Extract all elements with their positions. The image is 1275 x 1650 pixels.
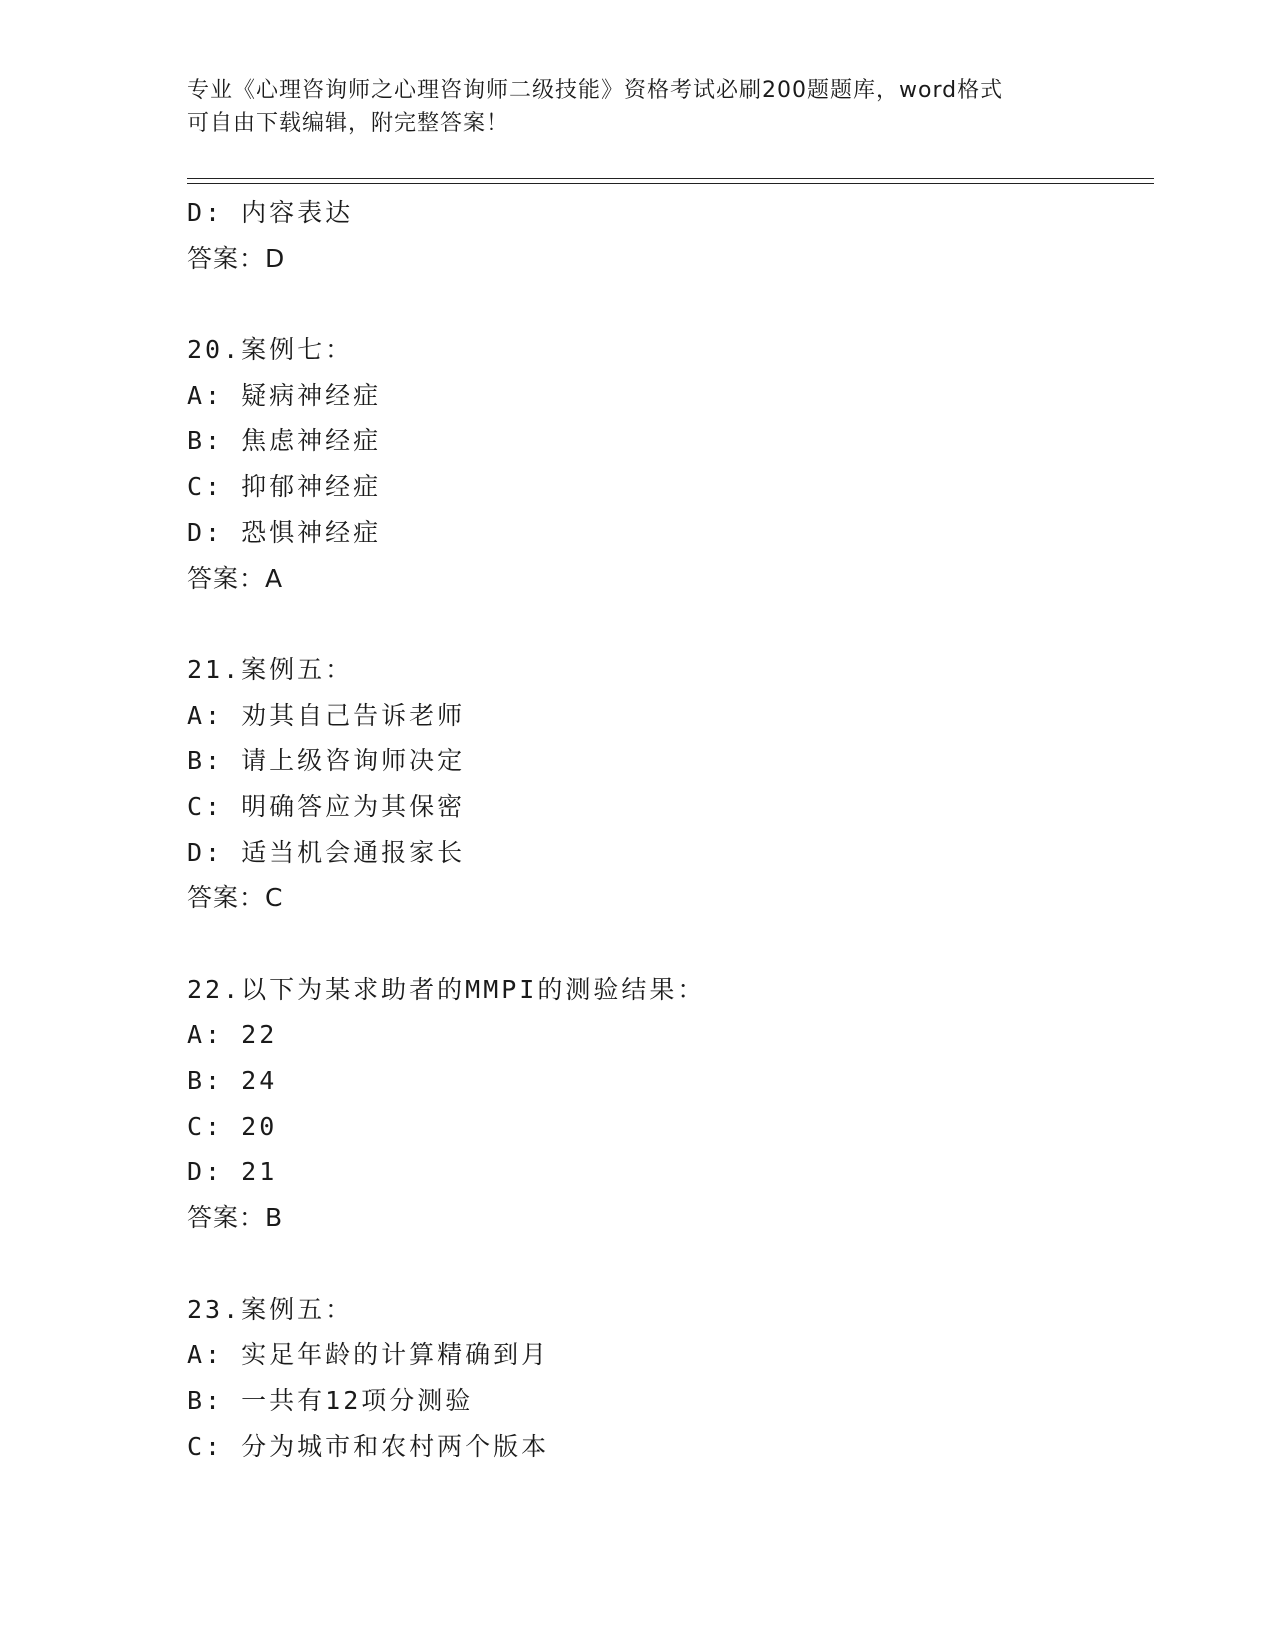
spacer bbox=[187, 281, 1147, 327]
option-b: B: 焦虑神经症 bbox=[187, 426, 382, 456]
option-c: C: 分为城市和农村两个版本 bbox=[187, 1431, 550, 1461]
option-a: A: 劝其自己告诉老师 bbox=[187, 700, 466, 730]
document-header bbox=[187, 74, 1067, 140]
option-a: A: 疑病神经症 bbox=[187, 380, 382, 410]
answer-line: 答案：D bbox=[187, 243, 286, 273]
header-line-1: 专业《心理咨询师之心理咨询师二级技能》资格考试必刷200题题库，word格式 bbox=[187, 78, 1004, 103]
question-stem: 23.案例五： bbox=[187, 1294, 354, 1324]
option-a: A: 22 bbox=[187, 1020, 278, 1050]
header-line-2: 可自由下载编辑，附完整答案！ bbox=[187, 111, 510, 136]
option-a: A: 实足年龄的计算精确到月 bbox=[187, 1340, 550, 1370]
option-b: B: 请上级咨询师决定 bbox=[187, 746, 466, 776]
option-d: D: 内容表达 bbox=[187, 198, 354, 227]
answer-line: 答案：B bbox=[187, 1203, 284, 1233]
question-stem: 22.以下为某求助者的MMPI的测验结果： bbox=[187, 974, 706, 1004]
spacer bbox=[187, 601, 1147, 647]
option-b: B: 一共有12项分测验 bbox=[187, 1385, 474, 1415]
option-d: D: 适当机会通报家长 bbox=[187, 837, 466, 867]
option-b: B: 24 bbox=[187, 1066, 278, 1096]
answer-line: 答案：C bbox=[187, 883, 284, 913]
option-c: C: 20 bbox=[187, 1111, 278, 1141]
question-stem: 21.案例五： bbox=[187, 654, 354, 684]
question-list bbox=[187, 190, 1147, 1469]
option-d: D: 恐惧神经症 bbox=[187, 517, 382, 547]
spacer bbox=[187, 921, 1147, 967]
answer-line: 答案：A bbox=[187, 563, 284, 593]
spacer bbox=[187, 1241, 1147, 1287]
option-c: C: 抑郁神经症 bbox=[187, 472, 382, 502]
option-d: D: 21 bbox=[187, 1157, 278, 1187]
question-stem: 20.案例七： bbox=[187, 335, 354, 365]
option-c: C: 明确答应为其保密 bbox=[187, 791, 466, 821]
header-divider bbox=[187, 178, 1154, 184]
